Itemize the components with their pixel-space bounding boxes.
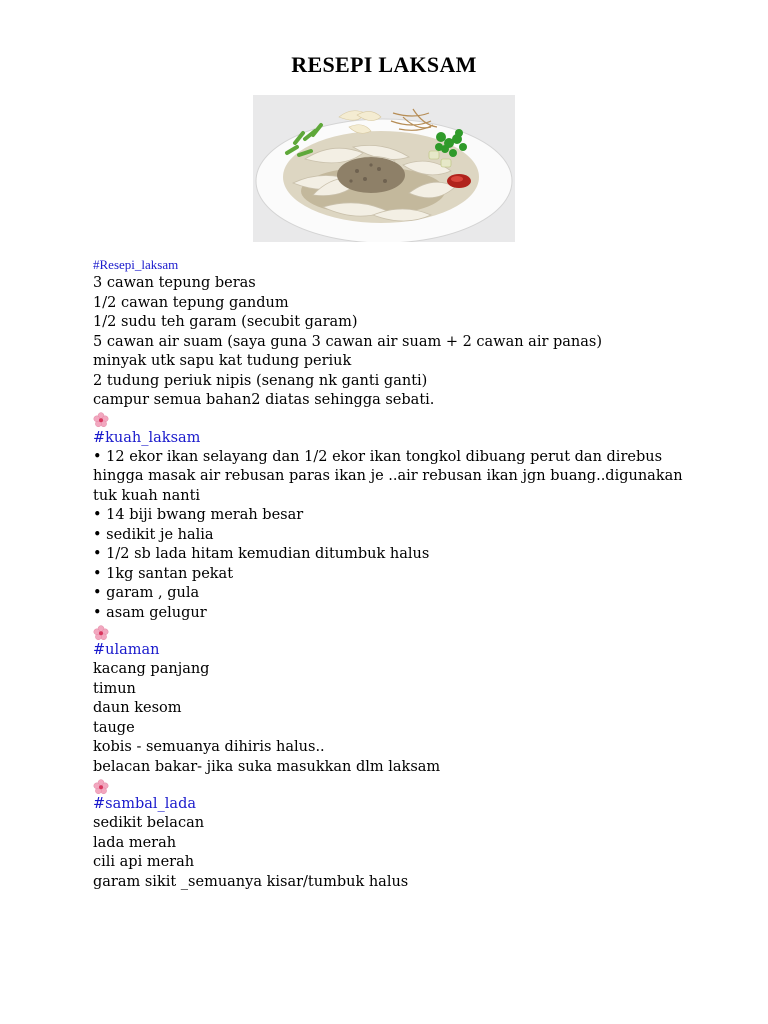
ingredient-line: 2 tudung periuk nipis (senang nk ganti ganti) bbox=[93, 372, 428, 389]
ingredient-line: 3 cawan tepung beras bbox=[93, 275, 256, 291]
ingredient-line: • 14 biji bwang merah besar bbox=[93, 507, 304, 523]
ingredient-line: • 12 ekor ikan selayang dan 1/2 ekor ikan tongkol dibuang perut dan direbus bbox=[93, 448, 663, 465]
hashtag-kuah-laksam[interactable]: #kuah_laksam bbox=[93, 429, 201, 446]
ingredient-line: lada merah bbox=[93, 834, 177, 851]
ingredient-line: hingga masak air rebusan paras ikan je ..air rebusan ikan jgn buang..digunakan bbox=[93, 468, 683, 484]
ingredient-line: • asam gelugur bbox=[93, 604, 207, 621]
ingredient-line: • garam , gula bbox=[93, 585, 200, 601]
ingredient-line: cili api merah bbox=[93, 854, 195, 870]
ingredient-line: daun kesom bbox=[93, 700, 182, 716]
page-title: RESEPI LAKSAM bbox=[291, 52, 477, 77]
ingredient-line: 5 cawan air suam (saya guna 3 cawan air suam + 2 cawan air panas) bbox=[93, 333, 603, 350]
ingredient-line: timun bbox=[93, 680, 136, 697]
hashtag-ulaman[interactable]: #ulaman bbox=[93, 642, 160, 658]
ingredient-line: • sedikit je halia bbox=[93, 526, 214, 543]
hashtag-sambal-lada[interactable]: #sambal_lada bbox=[93, 796, 197, 812]
cherry-blossom-icon bbox=[93, 777, 683, 794]
ingredient-line: campur semua bahan2 diatas sehingga sebati. bbox=[93, 392, 435, 408]
ingredient-line: belacan bakar- jika suka masukkan dlm laksam bbox=[93, 758, 441, 775]
ingredient-line: tuk kuah nanti bbox=[93, 487, 201, 504]
recipe-body bbox=[93, 256, 683, 892]
cherry-blossom-icon bbox=[93, 623, 683, 640]
ingredient-line: 1/2 cawan tepung gandum bbox=[93, 294, 289, 311]
ingredient-line: minyak utk sapu kat tudung periuk bbox=[93, 353, 352, 369]
hashtag-resepi-laksam[interactable]: #Resepi_laksam bbox=[93, 257, 179, 272]
cherry-blossom-icon bbox=[93, 411, 683, 428]
ingredient-line: 1/2 sudu teh garam (secubit garam) bbox=[93, 314, 358, 330]
ingredient-line: • 1kg santan pekat bbox=[93, 565, 234, 582]
ingredient-line: kacang panjang bbox=[93, 661, 210, 677]
laksam-dish-photo bbox=[253, 95, 515, 242]
ingredient-line: garam sikit _semuanya kisar/tumbuk halus bbox=[93, 873, 409, 890]
ingredient-line: kobis - semuanya dihiris halus.. bbox=[93, 739, 325, 755]
ingredient-line: tauge bbox=[93, 719, 135, 736]
ingredient-line: • 1/2 sb lada hitam kemudian ditumbuk halus bbox=[93, 546, 430, 562]
ingredient-line: sedikit belacan bbox=[93, 815, 205, 831]
